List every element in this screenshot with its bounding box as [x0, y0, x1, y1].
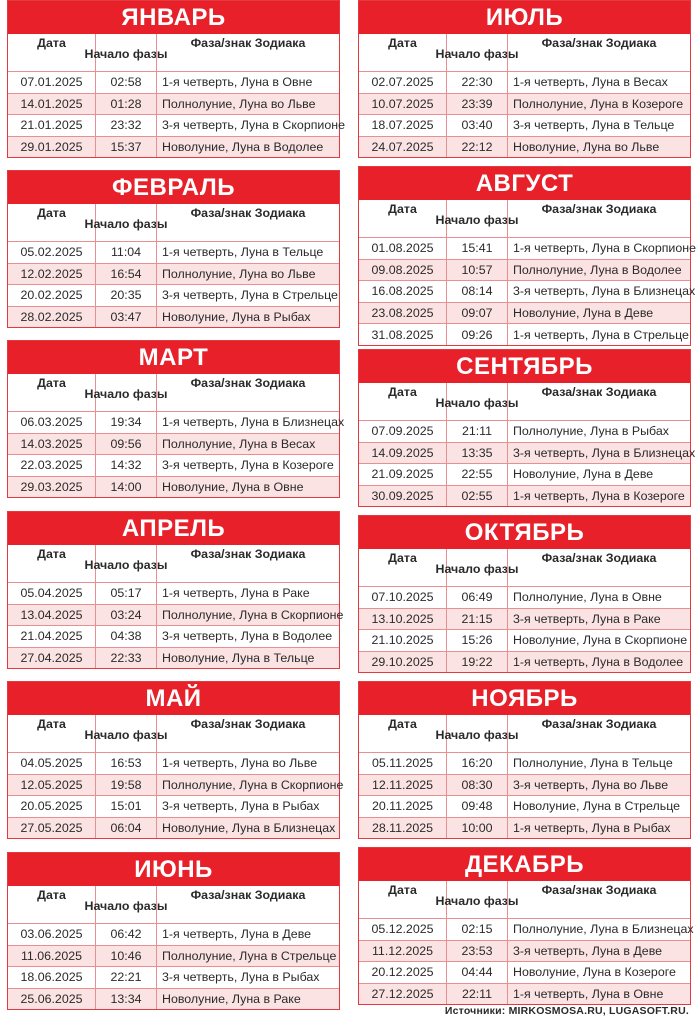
cell-phase: Новолуние, Луна в Деве — [507, 464, 690, 485]
cell-time: 10:46 — [95, 946, 156, 967]
cell-phase: 1-я четверть, Луна в Близнецах — [156, 412, 344, 433]
month-title: МАРТ — [8, 341, 339, 374]
cell-time: 22:30 — [446, 72, 507, 93]
month-table — [7, 852, 340, 1010]
cell-date: 04.05.2025 — [20, 756, 83, 771]
header-date: Дата — [388, 551, 417, 565]
month-title: МАЙ — [8, 682, 339, 715]
table-row — [359, 442, 696, 464]
cell-time: 14:32 — [95, 455, 156, 476]
month-table — [7, 170, 340, 328]
cell-date: 27.04.2025 — [20, 651, 83, 666]
cell-phase: Новолуние, Луна в Водолее — [156, 137, 339, 158]
table-row — [359, 817, 690, 839]
cell-time: 09:07 — [446, 303, 507, 324]
cell-time: 16:53 — [95, 753, 156, 774]
cell-date: 29.10.2025 — [371, 655, 434, 670]
table-row — [8, 136, 339, 158]
header-phase: Фаза/знак Зодиака — [156, 715, 339, 752]
cell-phase: 1-я четверть, Луна в Скорпионе — [507, 238, 696, 259]
header-time: Начало фазы — [95, 204, 156, 241]
cell-time: 13:34 — [95, 989, 156, 1010]
cell-date: 28.02.2025 — [20, 310, 83, 325]
month-title: ДЕКАБРЬ — [359, 848, 690, 881]
table-row — [8, 241, 339, 263]
table-row — [8, 582, 339, 604]
cell-phase: 1-я четверть, Луна во Льве — [156, 753, 339, 774]
cell-phase: 1-я четверть, Луна в Раке — [156, 583, 339, 604]
cell-time: 23:32 — [95, 115, 156, 136]
cell-date: 05.04.2025 — [20, 586, 83, 601]
cell-time: 04:44 — [446, 962, 507, 983]
cell-date: 29.01.2025 — [20, 140, 83, 155]
month-table — [7, 511, 344, 669]
cell-phase: Полнолуние, Луна во Льве — [156, 94, 339, 115]
cell-time: 16:20 — [446, 753, 507, 774]
table-header — [359, 881, 690, 918]
table-body — [8, 582, 344, 668]
header-phase: Фаза/знак Зодиака — [507, 34, 690, 71]
cell-phase: 1-я четверть, Луна в Козероге — [507, 486, 690, 507]
header-phase: Фаза/знак Зодиака — [156, 204, 339, 241]
cell-date: 25.06.2025 — [20, 992, 83, 1007]
cell-phase: Новолуние, Луна в Деве — [507, 303, 690, 324]
cell-time: 02:55 — [446, 486, 507, 507]
cell-time: 06:49 — [446, 587, 507, 608]
cell-phase: Полнолуние, Луна в Тельце — [507, 753, 690, 774]
table-body — [8, 71, 345, 157]
header-time: Начало фазы — [95, 886, 156, 923]
cell-date: 21.09.2025 — [371, 467, 434, 482]
cell-time: 03:24 — [95, 605, 156, 626]
month-table — [7, 0, 345, 158]
table-body — [8, 411, 345, 497]
cell-phase: 3-я четверть, Луна в Водолее — [156, 626, 339, 647]
header-phase: Фаза/знак Зодиака — [156, 34, 339, 71]
header-date: Дата — [388, 36, 417, 50]
cell-phase: 3-я четверть, Луна в Близнецах — [507, 443, 695, 464]
cell-date: 14.03.2025 — [20, 436, 83, 451]
cell-date: 03.06.2025 — [20, 927, 83, 942]
table-row — [359, 795, 690, 817]
cell-phase: Новолуние, Луна в Раке — [156, 989, 339, 1010]
cell-time: 23:39 — [446, 94, 507, 115]
month-table — [7, 681, 344, 839]
cell-date: 21.01.2025 — [20, 118, 83, 133]
cell-time: 14:00 — [95, 477, 156, 498]
table-body — [359, 752, 690, 838]
table-body — [8, 241, 339, 327]
table-body — [8, 752, 344, 838]
cell-date: 05.02.2025 — [20, 245, 83, 260]
month-title: АПРЕЛЬ — [8, 512, 339, 545]
table-row — [359, 237, 696, 259]
cell-phase: Новолуние, Луна в Рыбах — [156, 307, 339, 328]
cell-date: 07.09.2025 — [371, 424, 434, 439]
cell-time: 15:01 — [95, 796, 156, 817]
cell-date: 13.04.2025 — [20, 607, 83, 622]
header-time: Начало фазы — [95, 715, 156, 752]
table-row — [359, 280, 696, 302]
cell-phase: 1-я четверть, Луна в Овне — [156, 72, 339, 93]
table-row — [359, 93, 690, 115]
cell-phase: 3-я четверть, Луна во Льве — [507, 775, 690, 796]
table-row — [8, 476, 339, 498]
cell-time: 02:58 — [95, 72, 156, 93]
cell-phase: 1-я четверть, Луна в Тельце — [156, 242, 339, 263]
cell-time: 19:34 — [95, 412, 156, 433]
month-table — [358, 0, 691, 158]
table-row — [8, 817, 339, 839]
table-row — [359, 629, 690, 651]
table-row — [8, 625, 339, 647]
header-phase: Фаза/знак Зодиака — [156, 374, 339, 411]
cell-time: 22:33 — [95, 648, 156, 669]
month-title: ИЮНЬ — [8, 853, 339, 886]
table-header — [8, 374, 339, 411]
table-row — [359, 420, 690, 442]
table-header — [359, 383, 690, 420]
cell-phase: Новолуние, Луна в Тельце — [156, 648, 339, 669]
table-header — [8, 204, 339, 241]
cell-phase: 1-я четверть, Луна в Овне — [507, 984, 690, 1005]
cell-phase: 1-я четверть, Луна в Деве — [156, 924, 339, 945]
table-header — [359, 549, 690, 586]
cell-phase: 3-я четверть, Луна в Деве — [507, 941, 690, 962]
cell-date: 12.11.2025 — [371, 777, 434, 792]
header-phase: Фаза/знак Зодиака — [156, 886, 339, 923]
cell-time: 16:54 — [95, 264, 156, 285]
cell-time: 15:26 — [446, 630, 507, 651]
cell-phase: Полнолуние, Луна в Скорпионе — [156, 775, 343, 796]
cell-date: 20.11.2025 — [371, 799, 434, 814]
table-row — [8, 988, 339, 1010]
table-body — [8, 923, 339, 1009]
header-date: Дата — [37, 376, 66, 390]
table-body — [359, 586, 690, 672]
table-row — [359, 323, 690, 345]
month-title: НОЯБРЬ — [359, 682, 690, 715]
cell-time: 11:04 — [95, 242, 156, 263]
cell-time: 02:15 — [446, 919, 507, 940]
table-row — [8, 93, 339, 115]
month-title: ФЕВРАЛЬ — [8, 171, 339, 204]
header-time: Начало фазы — [95, 374, 156, 411]
table-header — [8, 34, 339, 71]
cell-time: 05:17 — [95, 583, 156, 604]
table-row — [359, 651, 690, 673]
header-date: Дата — [37, 547, 66, 561]
header-date: Дата — [388, 202, 417, 216]
cell-phase: Новолуние, Луна в Близнецах — [156, 818, 339, 839]
header-phase: Фаза/знак Зодиака — [507, 549, 690, 586]
table-row — [359, 586, 690, 608]
cell-phase: Полнолуние, Луна в Стрельце — [156, 946, 339, 967]
cell-time: 22:55 — [446, 464, 507, 485]
cell-time: 15:37 — [95, 137, 156, 158]
cell-time: 03:47 — [95, 307, 156, 328]
cell-date: 05.11.2025 — [371, 756, 434, 771]
cell-time: 03:40 — [446, 115, 507, 136]
header-time: Начало фазы — [446, 715, 507, 752]
table-row — [8, 752, 339, 774]
cell-time: 15:41 — [446, 238, 507, 259]
cell-date: 11.06.2025 — [20, 948, 83, 963]
cell-phase: Новолуние, Луна в Скорпионе — [507, 630, 690, 651]
cell-time: 21:15 — [446, 609, 507, 630]
table-row — [359, 302, 690, 324]
cell-phase: 3-я четверть, Луна в Раке — [507, 609, 690, 630]
table-row — [8, 433, 339, 455]
table-row — [8, 647, 339, 669]
month-table — [358, 847, 694, 1005]
cell-date: 28.11.2025 — [371, 821, 434, 836]
header-date: Дата — [388, 883, 417, 897]
cell-date: 18.06.2025 — [20, 970, 83, 985]
table-header — [8, 715, 339, 752]
cell-date: 09.08.2025 — [371, 262, 434, 277]
table-row — [8, 114, 345, 136]
cell-time: 10:00 — [446, 818, 507, 839]
month-table — [358, 349, 696, 507]
cell-date: 13.10.2025 — [371, 611, 434, 626]
cell-phase: Полнолуние, Луна в Рыбах — [507, 421, 690, 442]
month-table — [358, 166, 696, 346]
cell-date: 30.09.2025 — [371, 489, 434, 504]
table-header — [8, 545, 339, 582]
table-row — [8, 774, 344, 796]
cell-date: 20.05.2025 — [20, 799, 83, 814]
cell-time: 06:42 — [95, 924, 156, 945]
header-time: Начало фазы — [446, 881, 507, 918]
cell-time: 21:11 — [446, 421, 507, 442]
table-row — [359, 774, 690, 796]
cell-phase: Полнолуние, Луна в Козероге — [507, 94, 690, 115]
month-title: АВГУСТ — [359, 167, 690, 200]
table-row — [8, 71, 339, 93]
table-row — [359, 259, 690, 281]
header-phase: Фаза/знак Зодиака — [507, 881, 690, 918]
cell-date: 21.04.2025 — [20, 629, 83, 644]
table-row — [8, 966, 339, 988]
header-time: Начало фазы — [446, 34, 507, 71]
table-row — [359, 940, 690, 962]
header-time: Начало фазы — [95, 34, 156, 71]
month-title: ЯНВАРЬ — [8, 1, 339, 34]
cell-date: 07.01.2025 — [20, 75, 83, 90]
table-header — [8, 886, 339, 923]
cell-phase: 3-я четверть, Луна в Близнецах — [507, 281, 695, 302]
table-header — [359, 34, 690, 71]
cell-time: 22:11 — [446, 984, 507, 1005]
header-date: Дата — [37, 888, 66, 902]
month-title: ИЮЛЬ — [359, 1, 690, 34]
table-header — [359, 200, 690, 237]
cell-time: 13:35 — [446, 443, 507, 464]
cell-date: 18.07.2025 — [371, 118, 434, 133]
table-row — [359, 961, 690, 983]
cell-time: 20:35 — [95, 285, 156, 306]
table-row — [359, 485, 690, 507]
cell-time: 09:48 — [446, 796, 507, 817]
header-time: Начало фазы — [95, 545, 156, 582]
table-row — [8, 945, 339, 967]
table-body — [359, 237, 696, 345]
table-row — [8, 454, 339, 476]
header-date: Дата — [388, 385, 417, 399]
header-time: Начало фазы — [446, 549, 507, 586]
cell-phase: 3-я четверть, Луна в Тельце — [507, 115, 690, 136]
month-table — [358, 515, 691, 673]
cell-time: 09:56 — [95, 434, 156, 455]
cell-date: 11.12.2025 — [371, 943, 434, 958]
cell-date: 14.09.2025 — [371, 445, 434, 460]
cell-phase: 1-я четверть, Луна в Водолее — [507, 652, 690, 673]
table-header — [359, 715, 690, 752]
table-row — [8, 263, 339, 285]
header-date: Дата — [37, 36, 66, 50]
table-body — [359, 71, 690, 157]
header-phase: Фаза/знак Зодиака — [507, 383, 690, 420]
cell-time: 08:14 — [446, 281, 507, 302]
cell-time: 19:58 — [95, 775, 156, 796]
table-row — [8, 795, 339, 817]
cell-time: 08:30 — [446, 775, 507, 796]
header-phase: Фаза/знак Зодиака — [156, 545, 339, 582]
cell-date: 07.10.2025 — [371, 590, 434, 605]
month-table — [358, 681, 691, 839]
table-row — [8, 604, 344, 626]
header-time: Начало фазы — [446, 383, 507, 420]
cell-time: 23:53 — [446, 941, 507, 962]
cell-date: 29.03.2025 — [20, 480, 83, 495]
table-row — [359, 114, 690, 136]
header-phase: Фаза/знак Зодиака — [507, 715, 690, 752]
cell-time: 19:22 — [446, 652, 507, 673]
table-row — [8, 306, 339, 328]
cell-time: 10:57 — [446, 260, 507, 281]
cell-date: 02.07.2025 — [371, 75, 434, 90]
cell-date: 20.12.2025 — [371, 965, 434, 980]
cell-date: 21.10.2025 — [371, 633, 434, 648]
table-row — [8, 411, 345, 433]
cell-date: 10.07.2025 — [371, 96, 434, 111]
cell-date: 23.08.2025 — [371, 306, 434, 321]
cell-phase: 3-я четверть, Луна в Рыбах — [156, 796, 339, 817]
cell-date: 05.12.2025 — [371, 922, 434, 937]
table-row — [8, 284, 339, 306]
cell-time: 01:28 — [95, 94, 156, 115]
table-row — [359, 918, 694, 940]
month-table — [7, 340, 345, 498]
cell-time: 22:21 — [95, 967, 156, 988]
header-phase: Фаза/знак Зодиака — [507, 200, 690, 237]
cell-phase: Новолуние, Луна в Стрельце — [507, 796, 690, 817]
table-row — [359, 608, 690, 630]
cell-phase: 1-я четверть, Луна в Весах — [507, 72, 690, 93]
cell-phase: 1-я четверть, Луна в Стрельце — [507, 324, 690, 345]
cell-phase: 3-я четверть, Луна в Стрельце — [156, 285, 339, 306]
table-row — [359, 983, 690, 1005]
cell-time: 09:26 — [446, 324, 507, 345]
cell-date: 22.03.2025 — [20, 458, 83, 473]
cell-date: 12.02.2025 — [20, 266, 83, 281]
cell-time: 06:04 — [95, 818, 156, 839]
header-time: Начало фазы — [446, 200, 507, 237]
cell-date: 14.01.2025 — [20, 96, 83, 111]
cell-phase: Полнолуние, Луна во Льве — [156, 264, 339, 285]
month-title: СЕНТЯБРЬ — [359, 350, 690, 383]
table-body — [359, 918, 694, 1004]
table-row — [8, 923, 339, 945]
cell-date: 31.08.2025 — [371, 327, 434, 342]
cell-phase: Новолуние, Луна в Овне — [156, 477, 339, 498]
cell-phase: Полнолуние, Луна в Весах — [156, 434, 339, 455]
cell-phase: 3-я четверть, Луна в Рыбах — [156, 967, 339, 988]
cell-date: 27.12.2025 — [371, 987, 434, 1002]
header-date: Дата — [37, 717, 66, 731]
cell-phase: Полнолуние, Луна в Скорпионе — [156, 605, 343, 626]
table-row — [359, 136, 690, 158]
header-date: Дата — [37, 206, 66, 220]
cell-phase: 3-я четверть, Луна в Скорпионе — [156, 115, 345, 136]
cell-date: 12.05.2025 — [20, 777, 83, 792]
table-body — [359, 420, 696, 506]
month-title: ОКТЯБРЬ — [359, 516, 690, 549]
cell-time: 04:38 — [95, 626, 156, 647]
cell-date: 16.08.2025 — [371, 284, 434, 299]
cell-date: 24.07.2025 — [371, 140, 434, 155]
cell-phase: Полнолуние, Луна в Близнецах — [507, 919, 694, 940]
cell-phase: Полнолуние, Луна в Овне — [507, 587, 690, 608]
cell-phase: Новолуние, Луна во Льве — [507, 137, 690, 158]
table-row — [359, 752, 690, 774]
cell-phase: 1-я четверть, Луна в Рыбах — [507, 818, 690, 839]
cell-time: 22:12 — [446, 137, 507, 158]
sources-note: Источники: MIRKOSMOSA.RU, LUGASOFT.RU. — [444, 1005, 689, 1017]
cell-date: 01.08.2025 — [371, 241, 434, 256]
header-date: Дата — [388, 717, 417, 731]
table-row — [359, 463, 690, 485]
cell-date: 06.03.2025 — [20, 415, 83, 430]
cell-phase: Новолуние, Луна в Козероге — [507, 962, 690, 983]
table-row — [359, 71, 690, 93]
cell-date: 20.02.2025 — [20, 288, 83, 303]
cell-phase: Полнолуние, Луна в Водолее — [507, 260, 690, 281]
cell-phase: 3-я четверть, Луна в Козероге — [156, 455, 339, 476]
cell-date: 27.05.2025 — [20, 821, 83, 836]
